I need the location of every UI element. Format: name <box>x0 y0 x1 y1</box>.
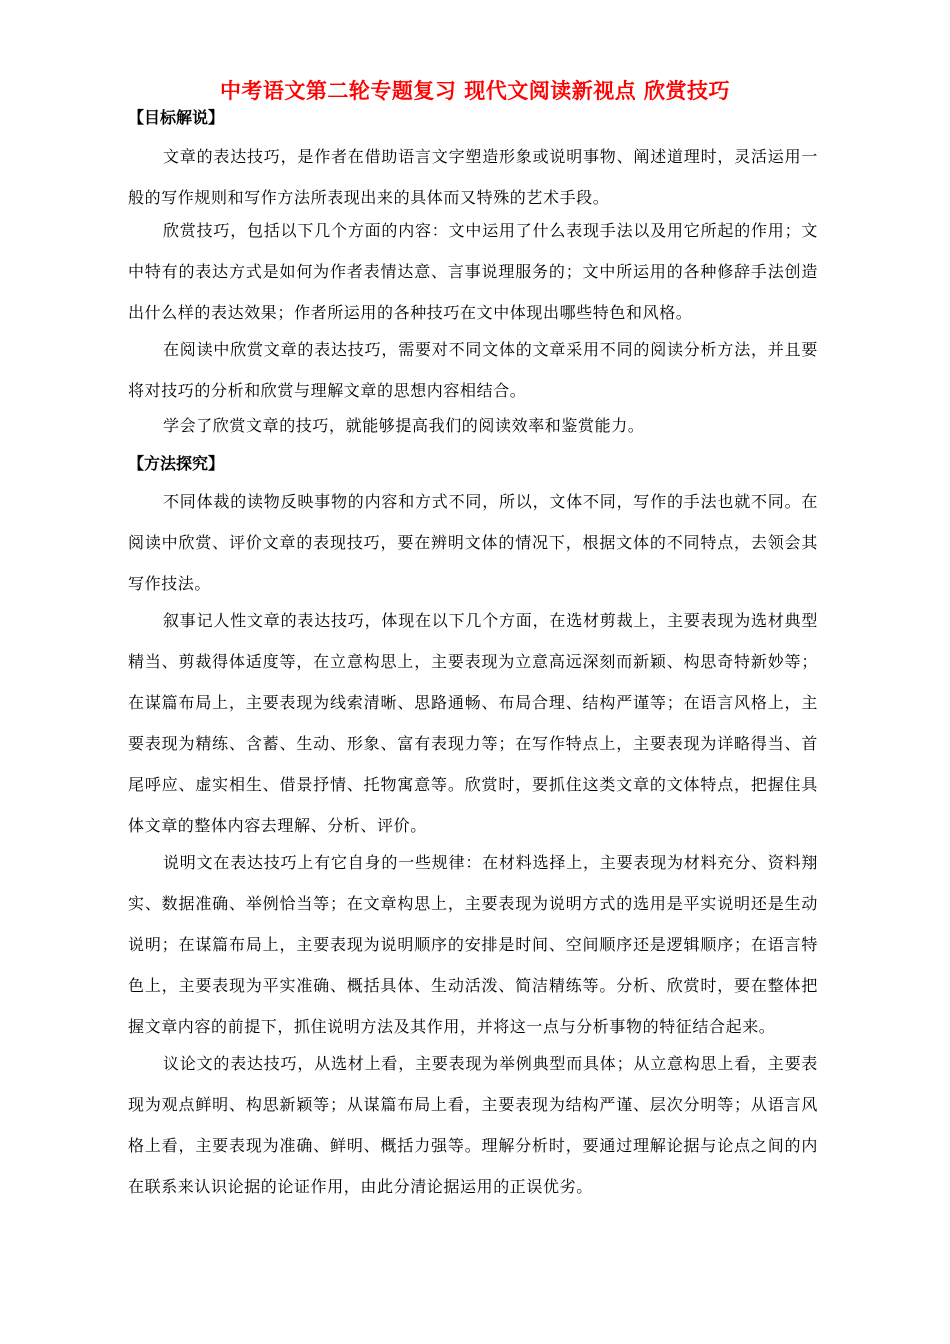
paragraph: 说明文在表达技巧上有它自身的一些规律：在材料选择上，主要表现为材料充分、资料翔实、数据准确、举例恰当等；在文章构思上，主要表现为说明方式的选用是平实说明还是生动说明；在谋篇布局上，主要表现为说明顺序的安排是时间、空间顺序还是逻辑顺序；在语言特色上，主要表现为平实准确、概括具体、生动活泼、简洁精练等。分析、欣赏时，要在整体把握文章内容的前提下，抓住说明方法及其作用，并将这一点与分析事物的特征结合起来。 <box>128 853 818 1036</box>
paragraph: 叙事记人性文章的表达技巧，体现在以下几个方面，在选材剪裁上，主要表现为选材典型精当、剪裁得体适度等，在立意构思上，主要表现为立意高远深刻而新颖、构思奇特新妙等；在谋篇布局上，主要表现为线索清晰、思路通畅、布局合理、结构严谨等；在语言风格上，主要表现为精练、含蓄、生动、形象、富有表现力等；在写作特点上，主要表现为详略得当、首尾呼应、虚实相生、借景抒情、托物寓意等。欣赏时，要抓住这类文章的文体特点，把握住具体文章的整体内容去理解、分析、评价。 <box>128 611 818 835</box>
paragraph: 学会了欣赏文章的技巧，就能够提高我们的阅读效率和鉴赏能力。 <box>163 416 645 435</box>
section-heading-goals: 【目标解说】 <box>128 108 225 127</box>
paragraph: 欣赏技巧，包括以下几个方面的内容：文中运用了什么表现手法以及用它所起的作用；文中特有的表达方式是如何为作者表情达意、言事说理服务的；文中所运用的各种修辞手法创造出什么样的表达效果；作者所运用的各种技巧在文中体现出哪些特色和风格。 <box>128 221 818 322</box>
paragraph: 在阅读中欣赏文章的表达技巧，需要对不同文体的文章采用不同的阅读分析方法，并且要将对技巧的分析和欣赏与理解文章的思想内容相结合。 <box>128 340 818 400</box>
paragraph: 不同体裁的读物反映事物的内容和方式不同，所以，文体不同，写作的手法也就不同。在阅读中欣赏、评价文章的表现技巧，要在辨明文体的情况下，根据文体的不同特点，去领会其写作技法。 <box>128 492 818 593</box>
section-heading-methods: 【方法探究】 <box>128 454 225 473</box>
paragraph: 文章的表达技巧，是作者在借助语言文字塑造形象或说明事物、阐述道理时，灵活运用一般的写作规则和写作方法所表现出来的具体而又特殊的艺术手段。 <box>128 147 818 207</box>
paragraph: 议论文的表达技巧，从选材上看，主要表现为举例典型而具体；从立意构思上看，主要表现为观点鲜明、构思新颖等；从谋篇布局上看，主要表现为结构严谨、层次分明等；从语言风格上看，主要表现为准确、鲜明、概括力强等。理解分析时，要通过理解论据与论点之间的内在联系来认识论据的论证作用，由此分清论据运用的正误优劣。 <box>128 1054 818 1196</box>
document-title: 中考语文第二轮专题复习 现代文阅读新视点 欣赏技巧 <box>219 79 731 103</box>
